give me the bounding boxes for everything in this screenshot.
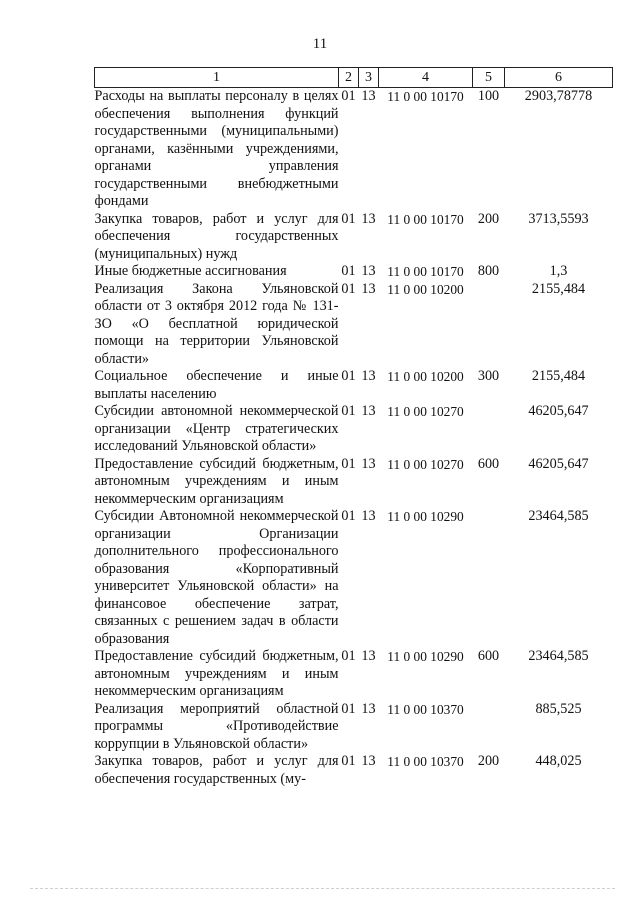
row-amount-cell: 2155,484 xyxy=(531,368,586,384)
row-name-cell: Социальное обеспечение и иные выплаты населению xyxy=(94,368,339,402)
table-row xyxy=(95,263,613,281)
row-name-cell: Реализация Закона Ульяновской области от 3 октября 2012 года № 131-ЗО «О бесплатной юридической помощи на территории Ульяновской области» xyxy=(94,280,339,367)
row-expense-type-cell: 300 xyxy=(477,368,500,384)
row-subsection-cell: 13 xyxy=(361,403,376,419)
row-section-cell: 01 xyxy=(341,700,356,717)
row-subsection-cell: 13 xyxy=(361,280,376,297)
row-target-article-cell: 11 0 00 10290 xyxy=(387,509,464,524)
row-name-cell: Предоставление субсидий бюджетным, автономным учреждениям и иным некоммерческим организациям xyxy=(94,648,339,699)
row-name-cell: Субсидии автономной некоммерческой организации «Центр стратегических исследований Ульяновской области» xyxy=(94,403,339,454)
column-header-2: 2 xyxy=(339,68,359,88)
page-number: 11 xyxy=(312,36,328,52)
column-header-6: 6 xyxy=(505,68,613,88)
row-target-article-cell: 11 0 00 10270 xyxy=(387,456,464,472)
row-amount-cell: 46205,647 xyxy=(528,455,589,472)
row-amount-cell: 448,025 xyxy=(535,753,582,769)
column-header-1: 1 xyxy=(95,68,339,88)
table-row xyxy=(95,403,613,456)
row-subsection-cell: 13 xyxy=(361,455,376,472)
table-row xyxy=(95,753,613,788)
row-name-cell: Расходы на выплаты персоналу в целях обеспечения выполнения функций государственными (муниципальными) органами, казёнными учреждениями, органами управления государственными внебюджетными фондами xyxy=(94,88,339,209)
row-expense-type-cell: 200 xyxy=(477,753,500,769)
row-subsection-cell: 13 xyxy=(361,648,376,664)
row-section-cell: 01 xyxy=(341,648,356,664)
row-amount-cell: 3713,5593 xyxy=(528,210,589,227)
row-subsection-cell: 13 xyxy=(361,368,376,384)
row-name-cell: Предоставление субсидий бюджетным, автономным учреждениям и иным некоммерческим организациям xyxy=(94,455,339,507)
row-target-article-cell: 11 0 00 10200 xyxy=(387,369,464,384)
row-subsection-cell: 13 xyxy=(361,88,376,104)
row-amount-cell: 1,3 xyxy=(549,263,568,279)
row-section-cell: 01 xyxy=(341,280,356,297)
row-section-cell: 01 xyxy=(341,508,356,524)
row-subsection-cell: 13 xyxy=(361,508,376,524)
row-target-article-cell: 11 0 00 10270 xyxy=(387,404,464,419)
row-expense-type-cell: 600 xyxy=(477,648,500,664)
column-header-5: 5 xyxy=(473,68,505,88)
budget-table xyxy=(94,67,613,788)
table-row xyxy=(95,701,613,754)
row-amount-cell: 2903,78778 xyxy=(524,88,593,104)
row-subsection-cell: 13 xyxy=(361,753,376,769)
row-target-article-cell: 11 0 00 10370 xyxy=(387,754,464,769)
table-body xyxy=(95,88,613,789)
row-amount-cell: 885,525 xyxy=(535,700,582,717)
row-amount-cell: 46205,647 xyxy=(528,403,589,419)
row-section-cell: 01 xyxy=(341,753,356,769)
row-name-cell: Реализация мероприятий областной программы «Противодействие коррупции в Ульяновской области» xyxy=(94,700,339,752)
row-amount-cell: 23464,585 xyxy=(528,648,589,664)
row-expense-type-cell: 800 xyxy=(477,263,500,279)
column-header-3: 3 xyxy=(359,68,379,88)
row-target-article-cell: 11 0 00 10370 xyxy=(387,701,464,717)
row-expense-type-cell xyxy=(473,403,505,456)
row-expense-type-cell: 600 xyxy=(477,455,500,472)
row-expense-type-cell: 100 xyxy=(477,88,500,104)
row-amount-cell: 2155,484 xyxy=(531,280,586,297)
row-name-cell: Закупка товаров, работ и услуг для обеспечения государственных (муниципальных) нужд xyxy=(94,210,339,262)
row-expense-type-cell xyxy=(473,281,505,369)
row-name-cell: Субсидии Автономной некоммерческой организации Организации дополнительного профессионального образования «Корпоративный университет Ульяновской области» на финансовое обеспечение затрат, связанных с решением задач в области образования xyxy=(94,508,339,647)
table-row xyxy=(95,456,613,509)
row-name-cell: Иные бюджетные ассигнования xyxy=(94,263,287,279)
row-section-cell: 01 xyxy=(341,263,356,279)
row-section-cell: 01 xyxy=(341,403,356,419)
row-name-cell: Закупка товаров, работ и услуг для обеспечения государственных (му- xyxy=(94,753,339,787)
row-amount-cell: 23464,585 xyxy=(528,508,589,524)
row-section-cell: 01 xyxy=(341,210,356,227)
row-expense-type-cell: 200 xyxy=(477,210,500,227)
row-subsection-cell: 13 xyxy=(361,263,376,279)
row-subsection-cell: 13 xyxy=(361,700,376,717)
table-row xyxy=(95,281,613,369)
table-row xyxy=(95,508,613,648)
header-row xyxy=(95,68,613,88)
row-expense-type-cell xyxy=(473,508,505,648)
table-row xyxy=(95,368,613,403)
table-row xyxy=(95,211,613,264)
table-row xyxy=(95,648,613,701)
row-target-article-cell: 11 0 00 10200 xyxy=(387,281,464,297)
table-header xyxy=(95,68,613,88)
table-row xyxy=(95,88,613,211)
row-target-article-cell: 11 0 00 10170 xyxy=(387,264,464,279)
row-target-article-cell: 11 0 00 10290 xyxy=(387,649,464,664)
row-section-cell: 01 xyxy=(341,88,356,104)
row-section-cell: 01 xyxy=(341,455,356,472)
footer-divider xyxy=(30,888,615,889)
row-expense-type-cell xyxy=(473,701,505,754)
row-target-article-cell: 11 0 00 10170 xyxy=(387,89,464,104)
column-header-4: 4 xyxy=(379,68,473,88)
row-section-cell: 01 xyxy=(341,368,356,384)
row-subsection-cell: 13 xyxy=(361,210,376,227)
row-target-article-cell: 11 0 00 10170 xyxy=(387,211,464,227)
